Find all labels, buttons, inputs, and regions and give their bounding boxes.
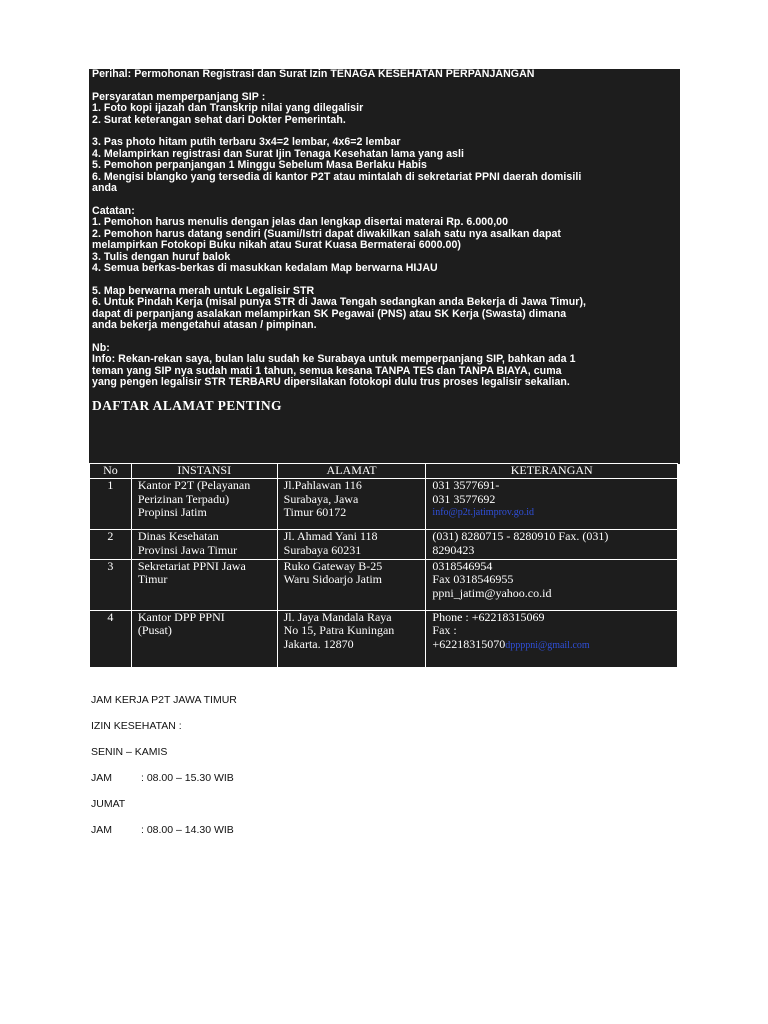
notice-line: 3. Tulis dengan huruf balok [92,250,231,263]
cell-instansi [131,610,277,667]
hours-title: JAM KERJA P2T JAWA TIMUR [91,694,237,706]
notice-line: Catatan: [92,204,135,217]
cell-instansi [131,530,277,560]
cell-keterangan [426,530,678,560]
cell-no: 3 [90,559,132,610]
notice-line: 6. Untuk Pindah Kerja (misal punya STR di Jawa Tengah sedangkan anda Bekerja di Jawa Timur), [92,296,587,308]
address-list-heading: DAFTAR ALAMAT PENTING [92,397,282,413]
keterangan-line: Fax 0318546955 [432,572,514,587]
cell-no: 2 [90,530,132,560]
notice-line: 3. Pas photo hitam putih terbaru 3x4=2 lembar, 4x6=2 lembar [92,136,401,148]
notice-line: Nb: [92,341,110,354]
alamat-line: Ruko Gateway B-25 [283,558,383,573]
notice-line: 5. Pemohon perpanjangan 1 Minggu Sebelum Masa Berlaku Habis [92,159,427,171]
jam-label: JAM [91,772,112,784]
instansi-line: (Pusat) [137,623,172,638]
notice-line: 5. Map berwarna merah untuk Legalisir STR [92,284,315,297]
notice-spacer [92,332,677,343]
notice-line: Persyaratan memperpanjang SIP : [92,90,266,103]
notice-line: dapat di perpanjang asalakan melampirkan SK Pegawai (PNS) atau SK Kerja (Swasta) dimana [92,307,567,320]
alamat-line: Timur 60172 [283,505,347,519]
notice-line: 6. Mengisi blangko yang tersedia di kantor P2T atau mintalah di sekretariat PPNI daerah domisili [92,170,582,183]
alamat-line: Jl.Pahlawan 116 [283,478,362,492]
alamat-line: Jakarta. 12870 [283,636,354,651]
cell-keterangan [426,610,678,667]
requirements-notice [89,69,680,464]
instansi-line: Dinas Kesehatan [137,529,219,544]
notice-line: Info: Rekan-rekan saya, bulan lalu sudah ke Surabaya untuk memperpanjang SIP, bahkan ada 1 [92,353,576,365]
cell-alamat [277,479,426,530]
notice-line: teman yang SIP nya sudah mati 1 tahun, semua kesana TANPA TES dan TANPA BIAYA, cuma [92,364,562,377]
notice-spacer [92,195,677,206]
notice-line: anda bekerja mengetahui atasan / pimpinan. [92,319,317,331]
notice-line: 1. Foto kopi ijazah dan Transkrip nilai yang dilegalisir [92,102,364,114]
keterangan-line: +62218315070 [432,636,506,651]
address-table [89,463,678,668]
table-row [90,559,678,610]
hours-day-fri: JUMAT [91,798,126,810]
cell-instansi [131,479,277,530]
keterangan-line: Phone : +62218315069 [432,609,545,624]
cell-instansi [131,559,277,610]
header-no: No [90,464,132,479]
alamat-line: Surabaya, Jawa [283,491,359,506]
notice-line: 2. Pemohon harus datang sendiri (Suami/Istri dapat diwakilkan salah satu nya asalkan dapat [92,227,561,240]
instansi-line: Perizinan Terpadu) [137,491,230,506]
time-mon-thu: : 08.00 – 15.30 WIB [141,772,234,784]
table-row [90,530,678,560]
instansi-line: Kantor DPP PPNI [137,609,225,624]
jam-label: JAM [91,824,112,836]
notice-spacer [92,81,677,92]
instansi-line: Provinsi Jawa Timur [137,542,238,557]
alamat-line: Waru Sidoarjo Jatim [283,572,382,587]
cell-no: 4 [90,610,132,667]
email-link[interactable]: dppppni@gmail.com [505,639,590,651]
hours-subtitle: IZIN KESEHATAN : [91,720,182,732]
cell-keterangan [426,559,678,610]
notice-line: 2. Surat keterangan sehat dari Dokter Pemerintah. [92,113,346,126]
keterangan-line: (031) 8280715 - 8280910 Fax. (031) [432,529,609,544]
keterangan-line-with-link [432,638,677,653]
header-alamat: ALAMAT [277,464,426,479]
instansi-line: Propinsi Jatim [137,505,207,519]
cell-alamat [277,610,426,667]
alamat-line: No 15, Patra Kuningan [283,623,395,638]
cell-alamat [277,559,426,610]
cell-no: 1 [90,479,132,530]
header-instansi: INSTANSI [131,464,277,479]
table-row [90,610,678,667]
notice-line: 4. Melampirkan registrasi dan Surat Ijin Tenaga Kesehatan lama yang asli [92,147,464,160]
alamat-line: Surabaya 60231 [283,542,362,557]
email-link[interactable]: info@p2t.jatimprov.go.id [432,507,535,518]
hours-time-row-1 [91,772,237,785]
keterangan-line: 0318546954 [432,558,493,573]
keterangan-line: 031 3577691- [432,478,500,492]
notice-spacer [92,275,677,286]
table-header-row [90,464,678,479]
alamat-line: Jl. Jaya Mandala Raya [283,609,392,624]
time-fri: : 08.00 – 14.30 WIB [141,824,234,836]
cell-keterangan [426,479,678,530]
instansi-line: Timur [137,572,168,587]
instansi-line: Sekretariat PPNI Jawa [137,558,246,573]
notice-line: 1. Pemohon harus menulis dengan jelas dan lengkap disertai materai Rp. 6.000,00 [92,216,509,228]
notice-line: melampirkan Fotokopi Buku nikah atau Surat Kuasa Bermaterai 6000.00) [92,239,462,251]
notice-line: anda [92,182,117,194]
header-keterangan: KETERANGAN [426,464,678,479]
keterangan-line: ppni_jatim@yahoo.co.id [432,585,552,600]
notice-text [92,69,677,389]
keterangan-line: 031 3577692 [432,491,496,506]
hours-time-row-2 [91,824,237,837]
keterangan-line: Fax : [432,623,457,638]
table-row [90,479,678,530]
hours-day-mon-thu: SENIN – KAMIS [91,746,168,758]
office-hours [91,694,237,850]
keterangan-line: 8290423 [432,542,475,557]
notice-line: Perihal: Permohonan Registrasi dan Surat Izin TENAGA KESEHATAN PERPANJANGAN [92,68,535,80]
notice-line: 4. Semua berkas-berkas di masukkan kedalam Map berwarna HIJAU [92,262,438,274]
alamat-line: Jl. Ahmad Yani 118 [283,529,378,544]
cell-alamat [277,530,426,560]
notice-line: yang pengen legalisir STR TERBARU dipersilakan fotokopi dulu trus proses legalisir sekalian. [92,376,570,388]
instansi-line: Kantor P2T (Pelayanan [137,478,251,492]
